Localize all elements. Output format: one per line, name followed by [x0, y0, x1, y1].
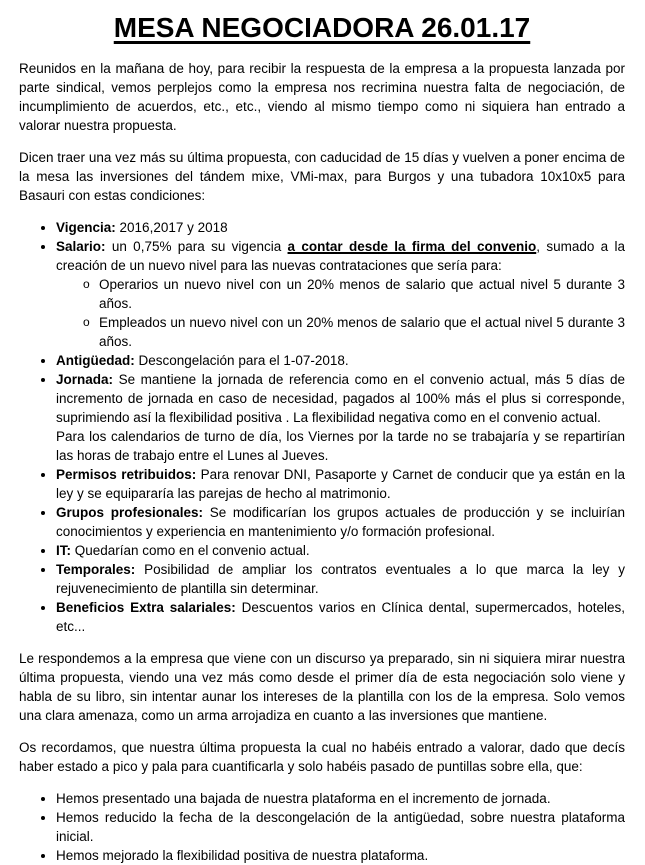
paragraph-reminder: Os recordamos, que nuestra última propuesta la cual no habéis entrado a valorar, dado que decís haber estado a pico y pala para cuantificarla y solo habéis pasado de puntillas sobre ella, que:	[19, 740, 625, 774]
bullet-text: Se mantiene la jornada de referencia como en el convenio actual, más 5 días de incremento de jornada en caso de necesidad, pagados al 100% más el plus si corresponde, suprimiendo así la flexibilidad positiva . La flexibilidad negativa como en el convenio actual.	[56, 372, 625, 425]
bullet-text: Quedarían como en el convenio actual.	[71, 543, 310, 558]
sub-list-item-empleados: o Empleados un nuevo nivel con un 20% menos de salario que el actual nivel 5 durante 3 años.	[99, 313, 625, 351]
bullet-label: IT:	[56, 543, 71, 558]
bullet-text: Descongelación para el 1-07-2018.	[134, 353, 349, 368]
list-item-salario	[56, 237, 625, 351]
paragraph-proposal: Dicen traer una vez más su última propuesta, con caducidad de 15 días y vuelven a poner encima de la mesa las inversiones del tándem mixe, VMi-max, para Burgos y una tubadora 10x10x5 para Basauri con estas condiciones:	[19, 150, 625, 203]
bullet-text-continuation: Para los calendarios de turno de día, los Viernes por la tarde no se trabajaría y se repartirían las horas de trabajo entre el Lunes al Jueves.	[56, 429, 625, 463]
conditions-list	[19, 218, 625, 636]
bullet-label: Jornada:	[56, 372, 114, 387]
bullet-text: Para renovar DNI, Pasaporte y Carnet de conducir que ya están en la ley y se equipararía las parejas de hecho al matrimonio.	[56, 467, 625, 501]
recap-item-jornada: • Hemos presentado una bajada de nuestra plataforma en el incremento de jornada.	[56, 789, 625, 808]
bullet-emphasis: a contar desde la firma del convenio	[287, 239, 537, 254]
paragraph-response: Le respondemos a la empresa que viene con un discurso ya preparado, sin ni siquiera mirar nuestra última propuesta, viendo una vez más como desde el primer día de esta negociación solo viene y habla de su libro, sin intentar aunar los intereses de la plantilla con los de la empresa. Solo vemos una clara amenaza, como un arma arrojadiza en cuanto a las inversiones que mantiene.	[19, 651, 625, 723]
bullet-text: 2016,2017 y 2018	[115, 220, 228, 235]
bullet-text: Posibilidad de ampliar los contratos eventuales a lo que marca la ley y rejuvenecimiento de plantilla sin determinar.	[56, 562, 625, 596]
list-item-vigencia	[56, 218, 625, 237]
recap-item-antiguedad: • Hemos reducido la fecha de la descongelación de la antigüedad, sobre nuestra plataforma inicial.	[56, 808, 625, 846]
paragraph-intro: Reunidos en la mañana de hoy, para recibir la respuesta de la empresa a la propuesta lanzada por parte sindical, vemos perplejos como la empresa nos recrimina nuestra falta de negociación, de incumplimiento de acuerdos, etc., etc., viendo al mismo tiempo como ni siquiera han entrado a valorar nuestra propuesta.	[19, 61, 625, 133]
bullet-label: Vigencia:	[56, 220, 116, 235]
bullet-label: Temporales:	[56, 562, 136, 577]
bullet-label: Beneficios Extra salariales:	[56, 600, 236, 615]
list-item-permisos	[56, 465, 625, 503]
sub-list-item-operarios: o Operarios un nuevo nivel con un 20% menos de salario que actual nivel 5 durante 3 años.	[99, 275, 625, 313]
document-title: MESA NEGOCIADORA 26.01.17	[113, 12, 531, 43]
bullet-label: Permisos retribuidos:	[56, 467, 197, 482]
recap-item-flexibilidad: • Hemos mejorado la flexibilidad positiva de nuestra plataforma.	[56, 846, 625, 865]
recap-list	[19, 789, 625, 865]
list-item-grupos	[56, 503, 625, 541]
salario-sub-list	[56, 275, 625, 351]
list-item-temporales	[56, 560, 625, 598]
bullet-label: Antigüedad:	[56, 353, 135, 368]
list-item-antiguedad	[56, 351, 625, 370]
bullet-text: Descuentos varios en Clínica dental, supermercados, hoteles, etc...	[56, 600, 626, 634]
bullet-text: , sumado a la creación de un nuevo nivel para las nuevas contrataciones que sería para:	[56, 239, 626, 273]
bullet-text: un 0,75% para su vigencia	[105, 239, 288, 254]
bullet-text: Se modificarían los grupos actuales de producción y se incluirían conocimientos y experiencia en mantenimiento y/o formación profesional.	[56, 505, 625, 539]
list-item-jornada	[56, 370, 625, 465]
bullet-label: Salario:	[56, 239, 106, 254]
list-item-beneficios	[56, 598, 625, 636]
list-item-it	[56, 541, 625, 560]
bullet-label: Grupos profesionales:	[56, 505, 203, 520]
